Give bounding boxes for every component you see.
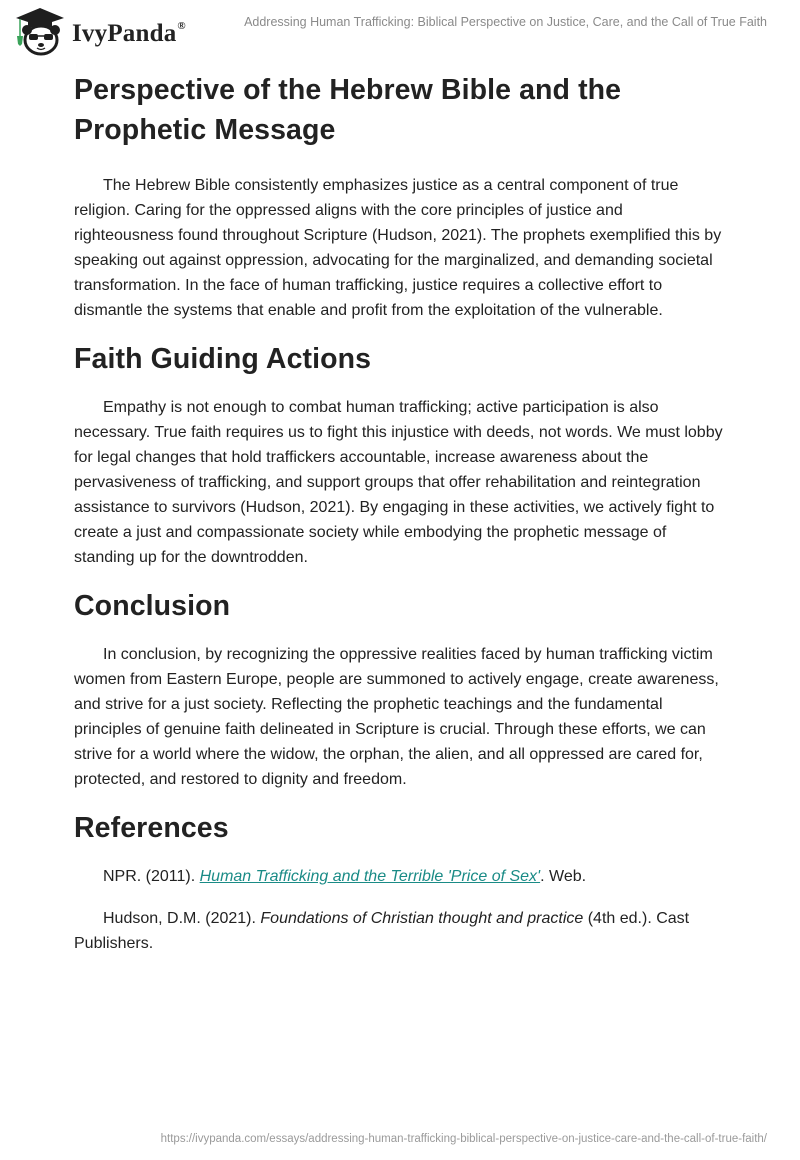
reference-item: Hudson, D.M. (2021). Foundations of Christian thought and practice (4th ed.). Cast Publishers. bbox=[74, 910, 690, 952]
page-header bbox=[0, 0, 800, 60]
section-paragraph: In conclusion, by recognizing the oppressive realities faced by human trafficking victim women from Eastern Europe, people are summoned to actively engage, create awareness, and strive for a just society. Reflecting the prophetic teachings and the fundamental principles of genuine faith delineated in Scripture is crucial. Through these efforts, we can strive for a world where the widow, the orphan, the alien, and all oppressed are cared for, protected, and restored to dignity and freedom. bbox=[74, 646, 719, 788]
logo-text: IvyPanda® bbox=[72, 19, 186, 47]
document-title: Addressing Human Trafficking: Biblical Perspective on Justice, Care, and the Call of True Faith bbox=[244, 15, 767, 29]
panda-graduate-icon bbox=[14, 6, 66, 56]
section-heading: Conclusion bbox=[74, 590, 231, 622]
section-faith-guiding-actions bbox=[74, 339, 726, 570]
reference-item: NPR. (2011). Human Trafficking and the Terrible 'Price of Sex'. Web. bbox=[103, 868, 587, 885]
essay-content bbox=[74, 70, 726, 956]
reference-title: Foundations of Christian thought and practice bbox=[260, 910, 584, 927]
section-hebrew-bible bbox=[74, 70, 726, 323]
section-paragraph: The Hebrew Bible consistently emphasizes justice as a central component of true religion. Caring for the oppressed aligns with the core principles of justice and righteousness found throughout Scripture (Hudson, 2021). The prophets exemplified this by speaking out against oppression, advocating for the marginalized, and demanding societal transformation. In the face of human trafficking, justice requires a collective effort to dismantle the systems that enable and profit from the exploitation of the vulnerable. bbox=[74, 177, 722, 319]
section-heading: Perspective of the Hebrew Bible and the Prophetic Message bbox=[74, 74, 622, 146]
section-references bbox=[74, 808, 726, 956]
section-conclusion bbox=[74, 586, 726, 792]
reference-link[interactable]: Human Trafficking and the Terrible 'Price of Sex' bbox=[199, 868, 541, 885]
section-paragraph: Empathy is not enough to combat human trafficking; active participation is also necessary. True faith requires us to fight this injustice with deeds, not words. We must lobby for legal changes that hold traffickers accountable, increase awareness about the pervasiveness of trafficking, and support groups that offer rehabilitation and reintegration assistance to survivors (Hudson, 2021). By engaging in these activities, we actively fight to create a just and compassionate society while embodying the prophetic message of standing up for the downtrodden. bbox=[74, 399, 723, 566]
references-heading: References bbox=[74, 812, 229, 844]
ivypanda-logo[interactable] bbox=[14, 6, 186, 56]
footer-url: https://ivypanda.com/essays/addressing-human-trafficking-biblical-perspective-on-justice-care-and-the-call-of-true-faith/ bbox=[160, 1133, 767, 1145]
section-heading: Faith Guiding Actions bbox=[74, 343, 372, 375]
